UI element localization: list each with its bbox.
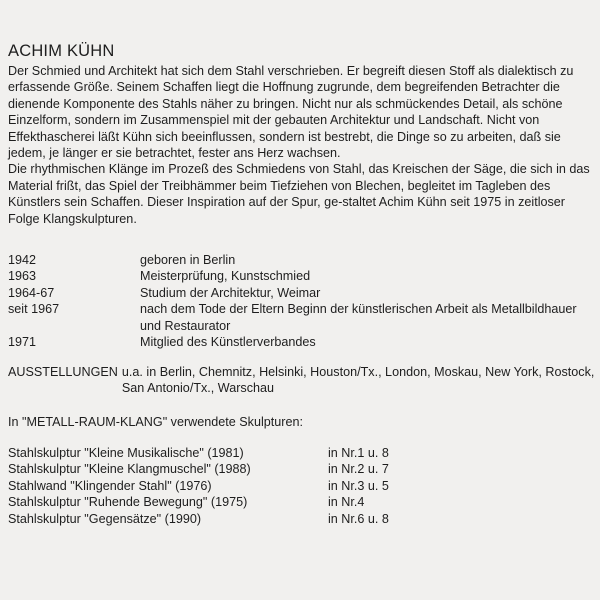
sculpture-name: Stahlskulptur "Gegensätze" (1990) [8,511,202,526]
timeline-row [8,285,598,301]
sculpture-reference: in Nr.4 [328,495,365,510]
exhibitions [8,364,598,397]
timeline-row [8,268,598,284]
sculpture-list [8,445,598,527]
biography-text [8,63,598,227]
timeline-year: 1942 [8,253,37,267]
timeline-text: Studium der Architektur, Weimar [140,285,321,300]
timeline-text: nach dem Tode der Eltern Beginn der künstlerischen Arbeit als Metallbildhauer und Restaurator [140,302,577,333]
timeline-year: 1964-67 [8,285,55,300]
timeline-year: 1963 [8,269,37,284]
sculpture-reference: in Nr.6 u. 8 [328,511,389,526]
timeline [8,252,598,350]
bio-paragraph: Der Schmied und Architekt hat sich dem Stahl verschrieben. Er begreift diesen Stoff als dialektisch zu erfassende Größe. Seinem Schaffen liegt die Hoffnung zugrunde, dem begreifenden Betrachter die dienende Komponente des Stahls näher zu bringen. Nicht nur als schmückendes Detail, als schöne Einzelform, sondern im Zusammenspiel mit der gebauten Architektur und Landschaft. Nicht von Effekthascherei läßt Kühn sich beeinflussen, sondern ist bestrebt, die Dinge so zu arbeiten, daß sie jedem, je länger er sie betrachtet, fester ans Herz wachsen. [8,64,574,161]
sculpture-reference: in Nr.1 u. 8 [328,446,389,460]
exhibitions-text: u.a. in Berlin, Chemnitz, Helsinki, Houston/Tx., London, Moskau, New York, Rostock, San Antonio/Tx., Warschau [121,365,595,396]
timeline-year: 1971 [8,335,37,350]
timeline-text: geboren in Berlin [140,253,236,267]
timeline-row [8,334,598,350]
sculpture-name: Stahlskulptur "Ruhende Bewegung" (1975) [8,495,248,510]
sculpture-row [8,445,598,461]
sculpture-reference: in Nr.2 u. 7 [328,462,389,477]
timeline-text: Mitglied des Künstlerverbandes [140,335,316,350]
sculpture-name: Stahlskulptur "Kleine Klangmuschel" (1988) [8,462,251,477]
sculpture-row [8,478,598,494]
timeline-row [8,301,598,334]
sculpture-name: Stahlwand "Klingender Stahl" (1976) [8,478,212,493]
timeline-text: Meisterprüfung, Kunstschmied [140,269,311,284]
sculpture-row [8,494,598,510]
sculpture-reference: in Nr.3 u. 5 [328,478,389,493]
sculpture-name: Stahlskulptur "Kleine Musikalische" (1981) [8,446,244,460]
page-title: ACHIM KÜHN [8,42,115,60]
timeline-year: seit 1967 [8,302,60,317]
timeline-row [8,252,598,268]
sculpture-row [8,511,598,527]
sculpture-row [8,461,598,477]
bio-paragraph: Die rhythmischen Klänge im Prozeß des Schmiedens von Stahl, das Kreischen der Säge, die sich in das Material frißt, das Spiel der Treibhämmer beim Tiefziehen von Blechen, begleitet im Tagleben des Künstlers sein Schaffen. Dieser Inspiration auf der Spur, ge-staltet Achim Kühn seit 1975 in zeitloser Folge Klangskulpturen. [8,162,590,226]
sculptures-intro: In "METALL-RAUM-KLANG" verwendete Skulpturen: [8,415,303,429]
exhibitions-label: AUSSTELLUNGEN [8,365,118,379]
